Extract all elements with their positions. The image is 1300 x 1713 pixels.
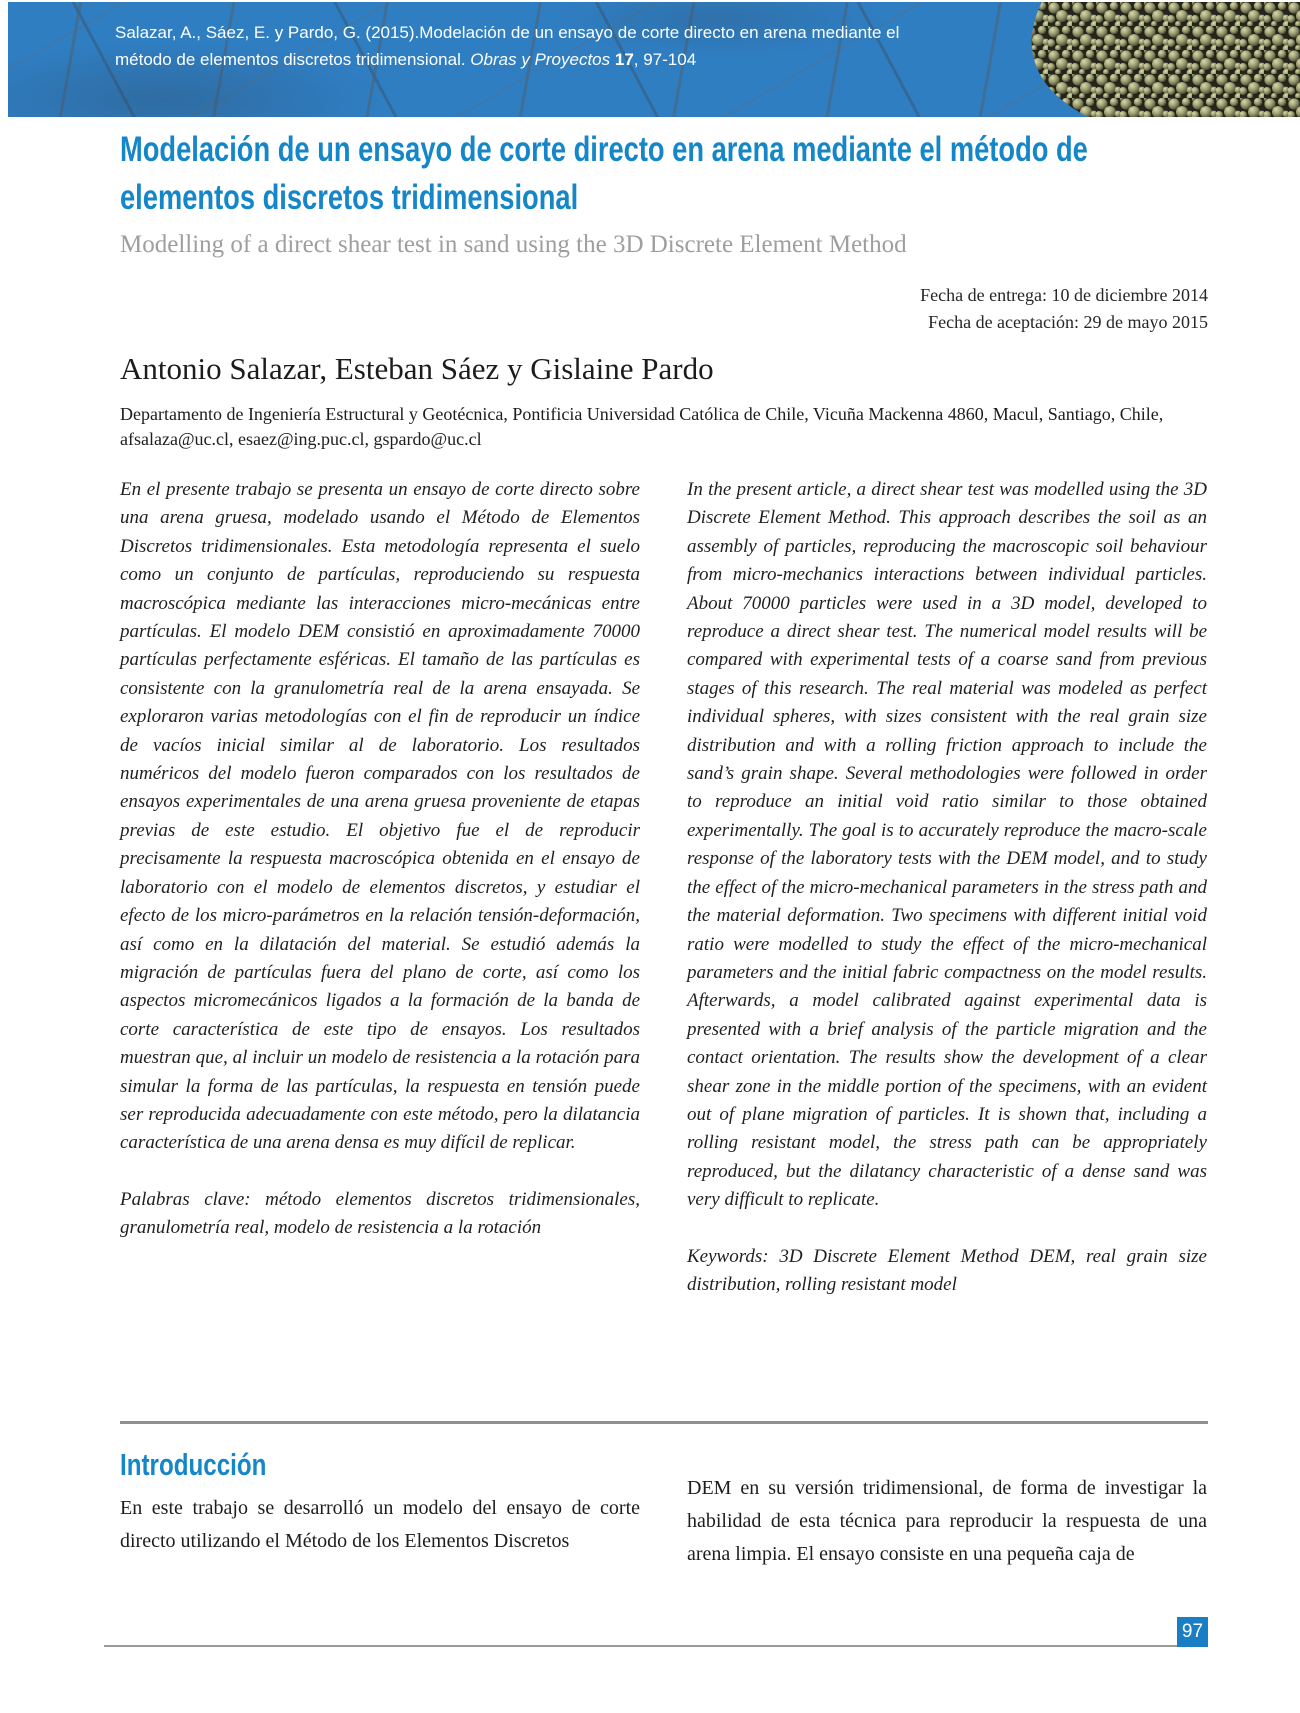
introduction-heading-text: Introducción [120, 1447, 267, 1482]
introduction-text-left: En este trabajo se desarrolló un modelo del ensayo de corte directo utilizando el Método de los Elementos Discretos [120, 1497, 640, 1552]
article-subtitle-english: Modelling of a direct shear test in sand using the 3D Discrete Element Method [120, 231, 907, 258]
article-title [120, 126, 1208, 222]
main-content [120, 126, 1208, 1299]
citation-journal-name: Obras y Proyectos [470, 50, 615, 69]
abstract-english-text: In the present article, a direct shear test was modelled using the 3D Discrete Element Method. This approach describes the soil as an assembly of particles, reproducing the macroscopic soil behaviour from micro-mechanics interactions between individual particles. About 70000 particles were used in a 3D model, developed to reproduce a direct shear test. The numerical model results will be compared with experimental tests of a coarse sand from previous stages of this research. The real material was modeled as perfect individual spheres, with sizes consistent with the real grain size distribution and with a rolling friction approach to include the sand’s grain shape. Several methodologies were followed in order to reproduce an initial void ratio similar to those obtained experimentally. The goal is to accurately reproduce the macro-scale response of the laboratory tests with the DEM model, and to study the effect of the micro-mechanical parameters in the stress path and the material deformation. Two specimens with different initial void ratio were modelled to study the effect of the micro-mechanical parameters and the initial fabric compactness on the model results. Afterwards, a model calibrated against experimental data is presented with a brief analysis of the particle migration and the contact orientation. The results show the development of a clear shear zone in the middle portion of the specimens, with an evident out of plane migration of particles. It is shown that, including a rolling resistant model, the stress path can be appropriately reproduced, but the dilatancy characteristic of a dense sand was very difficult to replicate. [687, 479, 1207, 1211]
sand-particles-texture [1000, 2, 1300, 117]
date-accepted: Fecha de aceptación: 29 de mayo 2015 [928, 312, 1208, 332]
introduction-text-right: DEM en su versión tridimensional, de forma de investigar la habilidad de esta técnica para reproducir la respuesta de una arena limpia. El ensayo consiste en una pequeña caja de [687, 1477, 1207, 1565]
header-banner [8, 2, 1300, 117]
citation-text [115, 19, 905, 73]
article-title-line1: Modelación de un ensayo de corte directo en arena mediante el método de [120, 130, 1088, 169]
affiliation-line: Departamento de Ingeniería Estructural y Geotécnica, Pontificia Universidad Católica de Chile, Vicuña Mackenna 4860, Macul, Santiago, Chile, afsalaza@uc.cl, esaez@ing.puc.cl, gspardo@uc.cl [120, 404, 1164, 449]
introduction-left-column [120, 1446, 640, 1571]
page-number-badge: 97 [1177, 1617, 1208, 1647]
citation-volume: 17 [614, 50, 634, 69]
introduction-right-column [687, 1446, 1207, 1571]
article-title-line2: elementos discretos tridimensional [120, 178, 579, 217]
citation-pre: Salazar, A., Sáez, E. y Pardo, G. (2015).Modelación de un ensayo de corte directo en arena mediante el método de elementos discretos tridimensional. [115, 23, 900, 69]
authors-line: Antonio Salazar, Esteban Sáez y Gislaine Pardo [120, 351, 714, 386]
introduction-heading [120, 1446, 640, 1484]
abstract-section [120, 476, 1208, 1299]
section-divider-rule [120, 1421, 1208, 1424]
introduction-section [120, 1421, 1208, 1571]
abstract-spanish-text: En el presente trabajo se presenta un ensayo de corte directo sobre una arena gruesa, modelado usando el Método de Elementos Discretos tridimensionales. Esta metodología representa el suelo como un conjunto de partículas, reproduciendo su respuesta macroscópica mediante las interacciones micro-mecánicas entre partículas. El modelo DEM consistió en aproximadamente 70000 partículas perfectamente esféricas. El tamaño de las partículas es consistente con la granulometría real de la arena ensayada. Se exploraron varias metodologías con el fin de reproducir un índice de vacíos inicial similar al de laboratorio. Los resultados numéricos del modelo fueron comparados con los resultados de ensayos experimentales de una arena gruesa proveniente de etapas previas de este estudio. El objetivo fue el de reproducir precisamente la respuesta macroscópica obtenida en el ensayo de laboratorio con el modelo de elementos discretos, y estudiar el efecto de los micro-parámetros en la relación tensión-deformación, así como en la dilatación del material. Se estudió además la migración de partículas fuera del plano de corte, así como los aspectos micromecánicos ligados a la formación de la banda de corte característica de este tipo de ensayos. Los resultados muestran que, al incluir un modelo de resistencia a la rotación para simular la forma de las partículas, la respuesta en tensión puede ser reproducida adecuadamente con este método, pero la dilatancia característica de una arena densa es muy difícil de replicar. [120, 479, 640, 1154]
abstract-english-column [687, 476, 1207, 1299]
date-received: Fecha de entrega: 10 de diciembre 2014 [920, 285, 1208, 305]
footer-rule [104, 1645, 1208, 1647]
citation-pages: , 97-104 [633, 50, 697, 69]
keywords-english: Keywords: 3D Discrete Element Method DEM, real grain size distribution, rolling resistant model [687, 1245, 1207, 1295]
submission-dates [120, 282, 1208, 336]
introduction-columns [120, 1446, 1208, 1571]
keywords-spanish: Palabras clave: método elementos discretos tridimensionales, granulometría real, modelo de resistencia a la rotación [120, 1188, 640, 1239]
abstract-spanish-column [120, 476, 640, 1299]
